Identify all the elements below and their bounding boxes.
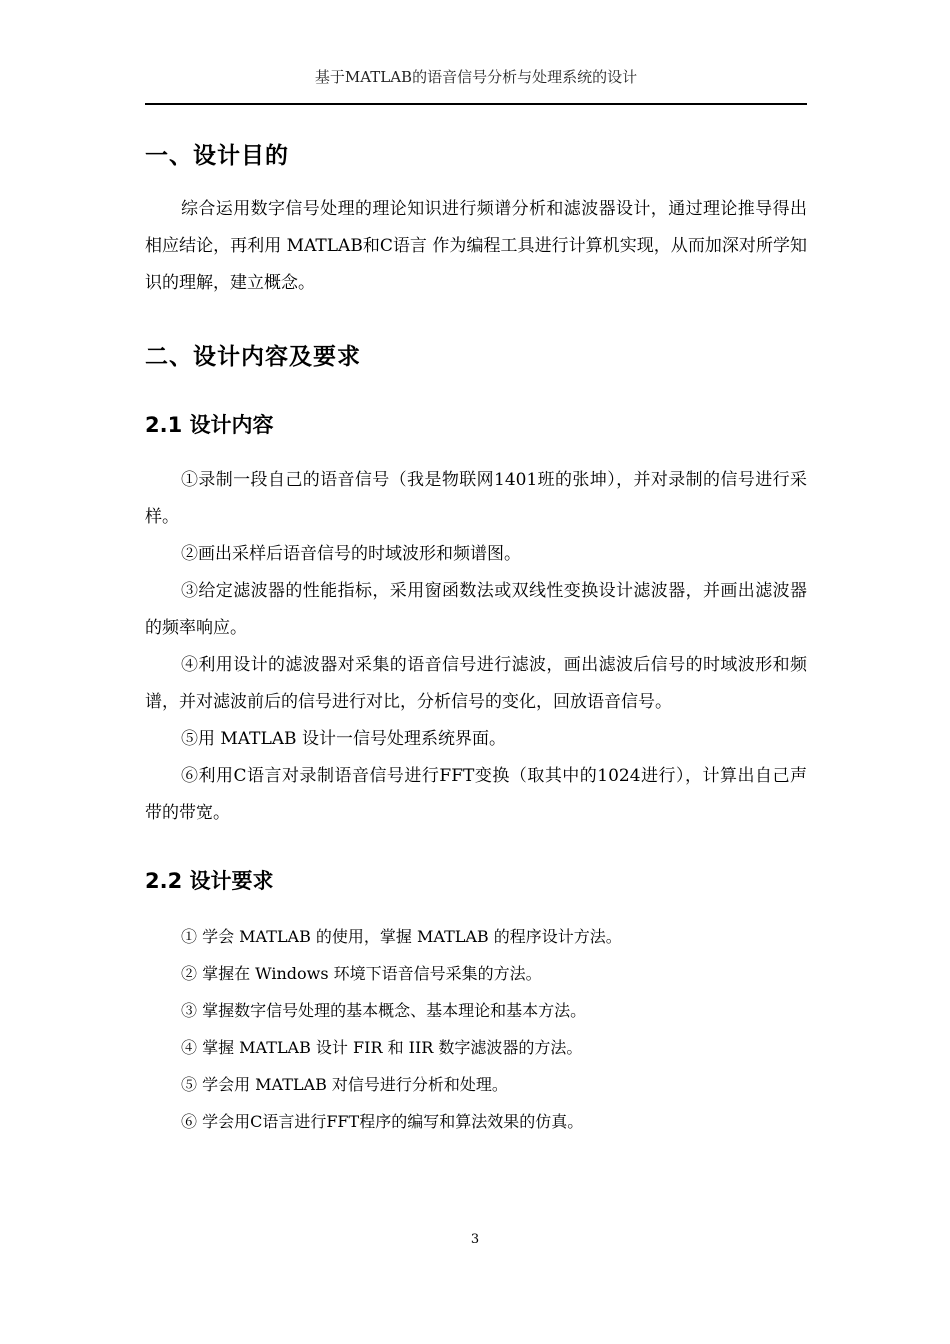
content-item-3: ③给定滤波器的性能指标，采用窗函数法或双线性变换设计滤波器，并画出滤波器的频率响应。 [145, 581, 807, 638]
running-header: 基于MATLAB的语音信号分析与处理系统的设计 [314, 68, 638, 86]
heading-design-content: 2.1 设计内容 [145, 413, 274, 437]
heading-design-purpose: 一、设计目的 [145, 143, 289, 169]
requirement-item-1: ① 学会 MATLAB 的使用，掌握 MATLAB 的程序设计方法。 [181, 927, 622, 946]
requirement-item-6: ⑥ 学会用C语言进行FFT程序的编写和算法效果的仿真。 [181, 1112, 584, 1131]
content-item-5: ⑤用 MATLAB 设计一信号处理系统界面。 [181, 729, 506, 749]
header-divider [145, 103, 807, 105]
requirement-item-2: ② 掌握在 Windows 环境下语音信号采集的方法。 [181, 964, 542, 983]
requirement-item-4: ④ 掌握 MATLAB 设计 FIR 和 IIR 数字滤波器的方法。 [181, 1038, 583, 1057]
content-item-4: ④利用设计的滤波器对采集的语音信号进行滤波，画出滤波后信号的时域波形和频谱，并对滤波前后的信号进行对比，分析信号的变化，回放语音信号。 [145, 655, 807, 712]
page-number: 3 [470, 1232, 480, 1247]
heading-design-content-requirements: 二、设计内容及要求 [145, 344, 361, 370]
content-item-2: ②画出采样后语音信号的时域波形和频谱图。 [181, 544, 521, 564]
paragraph-design-purpose: 综合运用数字信号处理的理论知识进行频谱分析和滤波器设计，通过理论推导得出相应结论，再利用 MATLAB和C语言 作为编程工具进行计算机实现，从而加深对所学知识的理解，建立概念。 [145, 199, 807, 293]
content-item-6: ⑥利用C语言对录制语音信号进行FFT变换（取其中的1024进行），计算出自己声带的带宽。 [145, 766, 807, 823]
requirement-item-3: ③ 掌握数字信号处理的基本概念、基本理论和基本方法。 [181, 1001, 587, 1020]
heading-design-requirements: 2.2 设计要求 [145, 869, 274, 893]
requirement-item-5: ⑤ 学会用 MATLAB 对信号进行分析和处理。 [181, 1075, 508, 1094]
content-item-1: ①录制一段自己的语音信号（我是物联网1401班的张坤），并对录制的信号进行采样。 [145, 470, 807, 527]
